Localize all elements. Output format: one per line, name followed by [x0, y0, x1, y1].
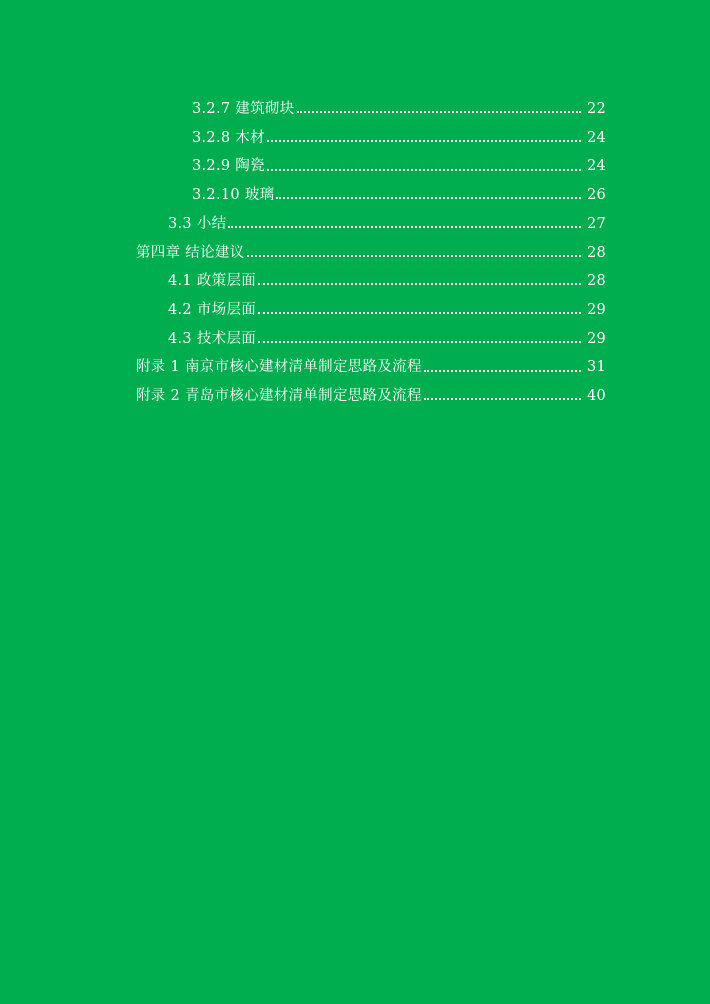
toc-entry-title: 4.2 市场层面	[168, 301, 257, 318]
toc-entry-4-2[interactable]	[0, 296, 606, 325]
toc-entry-3-2-10[interactable]	[0, 181, 606, 210]
toc-dot-leader	[258, 283, 581, 285]
table-of-contents	[0, 95, 710, 411]
toc-entry-3-2-7[interactable]	[0, 95, 606, 124]
toc-entry-3-2-8[interactable]	[0, 124, 606, 153]
toc-dot-leader	[424, 370, 581, 372]
toc-dot-leader	[424, 398, 581, 400]
toc-entry-title: 第四章 结论建议	[136, 244, 245, 261]
toc-entry-title: 4.1 政策层面	[168, 273, 257, 290]
toc-entry-chapter-4[interactable]	[0, 238, 606, 267]
toc-entry-page: 26	[586, 187, 606, 204]
toc-dot-leader	[228, 226, 581, 228]
toc-dot-leader	[258, 312, 581, 314]
toc-entry-appendix-1[interactable]	[0, 353, 606, 382]
toc-entry-page: 29	[586, 301, 606, 318]
toc-entry-title: 3.2.9 陶瓷	[192, 158, 265, 175]
toc-dot-leader	[267, 169, 581, 171]
toc-dot-leader	[276, 197, 581, 199]
toc-entry-page: 22	[586, 101, 606, 118]
toc-dot-leader	[297, 111, 581, 113]
toc-entry-page: 24	[586, 158, 606, 175]
toc-entry-title: 4.3 技术层面	[168, 330, 257, 347]
toc-entry-page: 29	[586, 330, 606, 347]
toc-entry-appendix-2[interactable]	[0, 382, 606, 411]
toc-entry-page: 24	[586, 129, 606, 146]
toc-entry-title: 附录 1 南京市核心建材清单制定思路及流程	[136, 359, 422, 376]
toc-entry-4-1[interactable]	[0, 267, 606, 296]
toc-entry-page: 28	[586, 244, 606, 261]
toc-dot-leader	[247, 255, 581, 257]
toc-entry-page: 28	[586, 273, 606, 290]
toc-entry-page: 27	[586, 215, 606, 232]
toc-entry-title: 附录 2 青岛市核心建材清单制定思路及流程	[136, 387, 422, 404]
toc-dot-leader	[267, 140, 581, 142]
toc-entry-title: 3.2.7 建筑砌块	[192, 101, 295, 118]
toc-entry-title: 3.3 小结	[168, 215, 227, 232]
toc-entry-3-2-9[interactable]	[0, 152, 606, 181]
toc-entry-title: 3.2.8 木材	[192, 129, 265, 146]
toc-entry-page: 40	[586, 387, 606, 404]
toc-entry-4-3[interactable]	[0, 325, 606, 354]
toc-entry-page: 31	[586, 359, 606, 376]
toc-entry-title: 3.2.10 玻璃	[192, 187, 275, 204]
toc-dot-leader	[258, 341, 581, 343]
toc-entry-3-3[interactable]	[0, 210, 606, 239]
